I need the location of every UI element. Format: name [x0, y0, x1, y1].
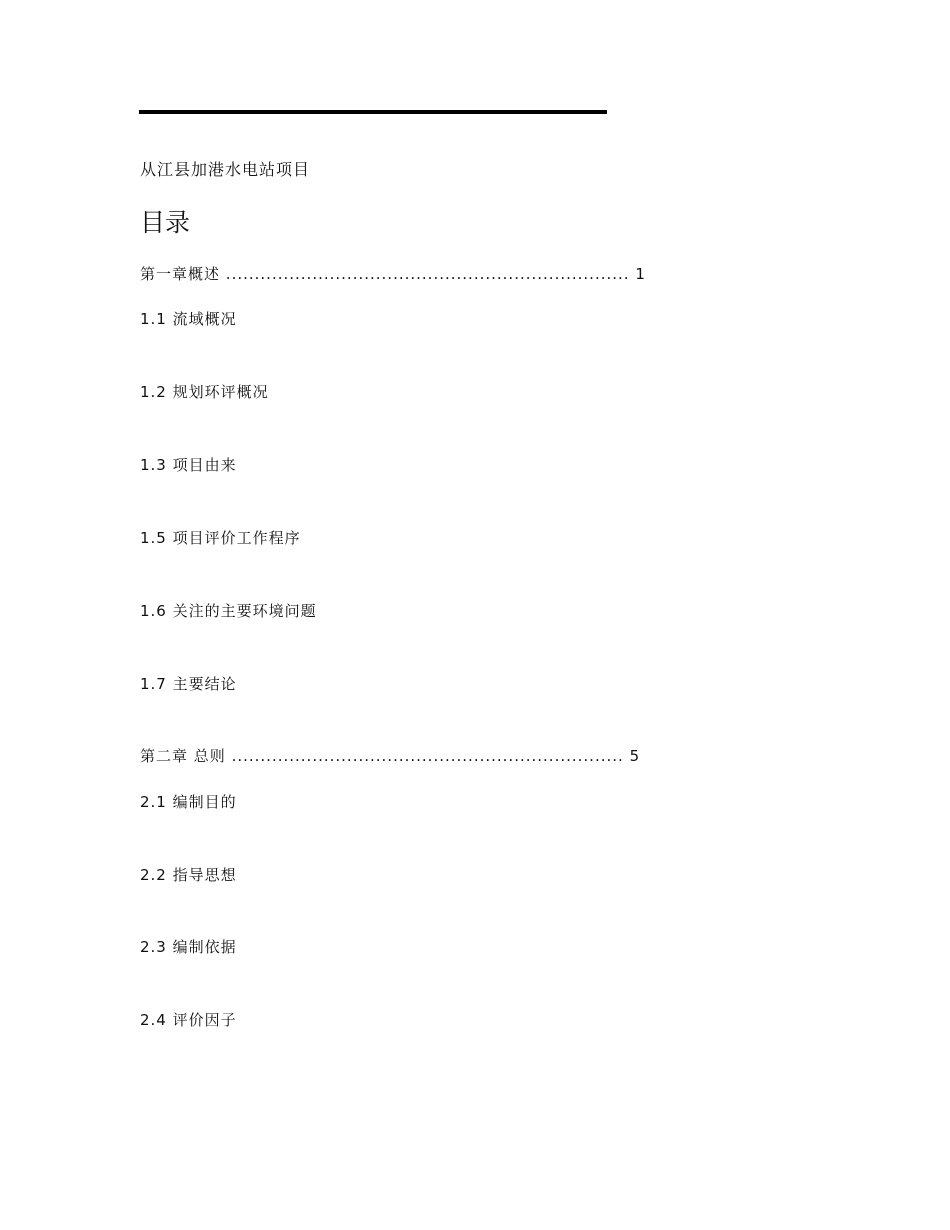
- toc-entry-title: 第二章 总则: [140, 747, 226, 765]
- toc-chapter-1[interactable]: [140, 264, 646, 284]
- toc-section-2-1[interactable]: 2.1 编制目的: [140, 793, 237, 811]
- top-rule: [139, 110, 607, 114]
- toc-section-1-7[interactable]: 1.7 主要结论: [140, 675, 237, 693]
- toc-heading: 目录: [140, 208, 191, 237]
- toc-section-1-5[interactable]: 1.5 项目评价工作程序: [140, 529, 301, 547]
- toc-section-2-4[interactable]: 2.4 评价因子: [140, 1011, 237, 1029]
- toc-leader: ......................................................................: [225, 265, 636, 283]
- toc-section-2-3[interactable]: 2.3 编制依据: [140, 938, 237, 956]
- project-title: 从江县加港水电站项目: [140, 160, 311, 179]
- toc-entry-page: 5: [629, 747, 641, 765]
- toc-section-1-6[interactable]: 1.6 关注的主要环境问题: [140, 602, 317, 620]
- toc-chapter-2[interactable]: [140, 746, 640, 766]
- toc-leader: ....................................................................: [231, 747, 630, 765]
- toc-entry-title: 第一章概述: [140, 265, 221, 283]
- toc-section-2-2[interactable]: 2.2 指导思想: [140, 866, 237, 884]
- toc-section-1-2[interactable]: 1.2 规划环评概况: [140, 383, 269, 401]
- toc-section-1-1[interactable]: 1.1 流域概况: [140, 310, 237, 328]
- toc-section-1-3[interactable]: 1.3 项目由来: [140, 456, 237, 474]
- toc-entry-page: 1: [635, 265, 646, 283]
